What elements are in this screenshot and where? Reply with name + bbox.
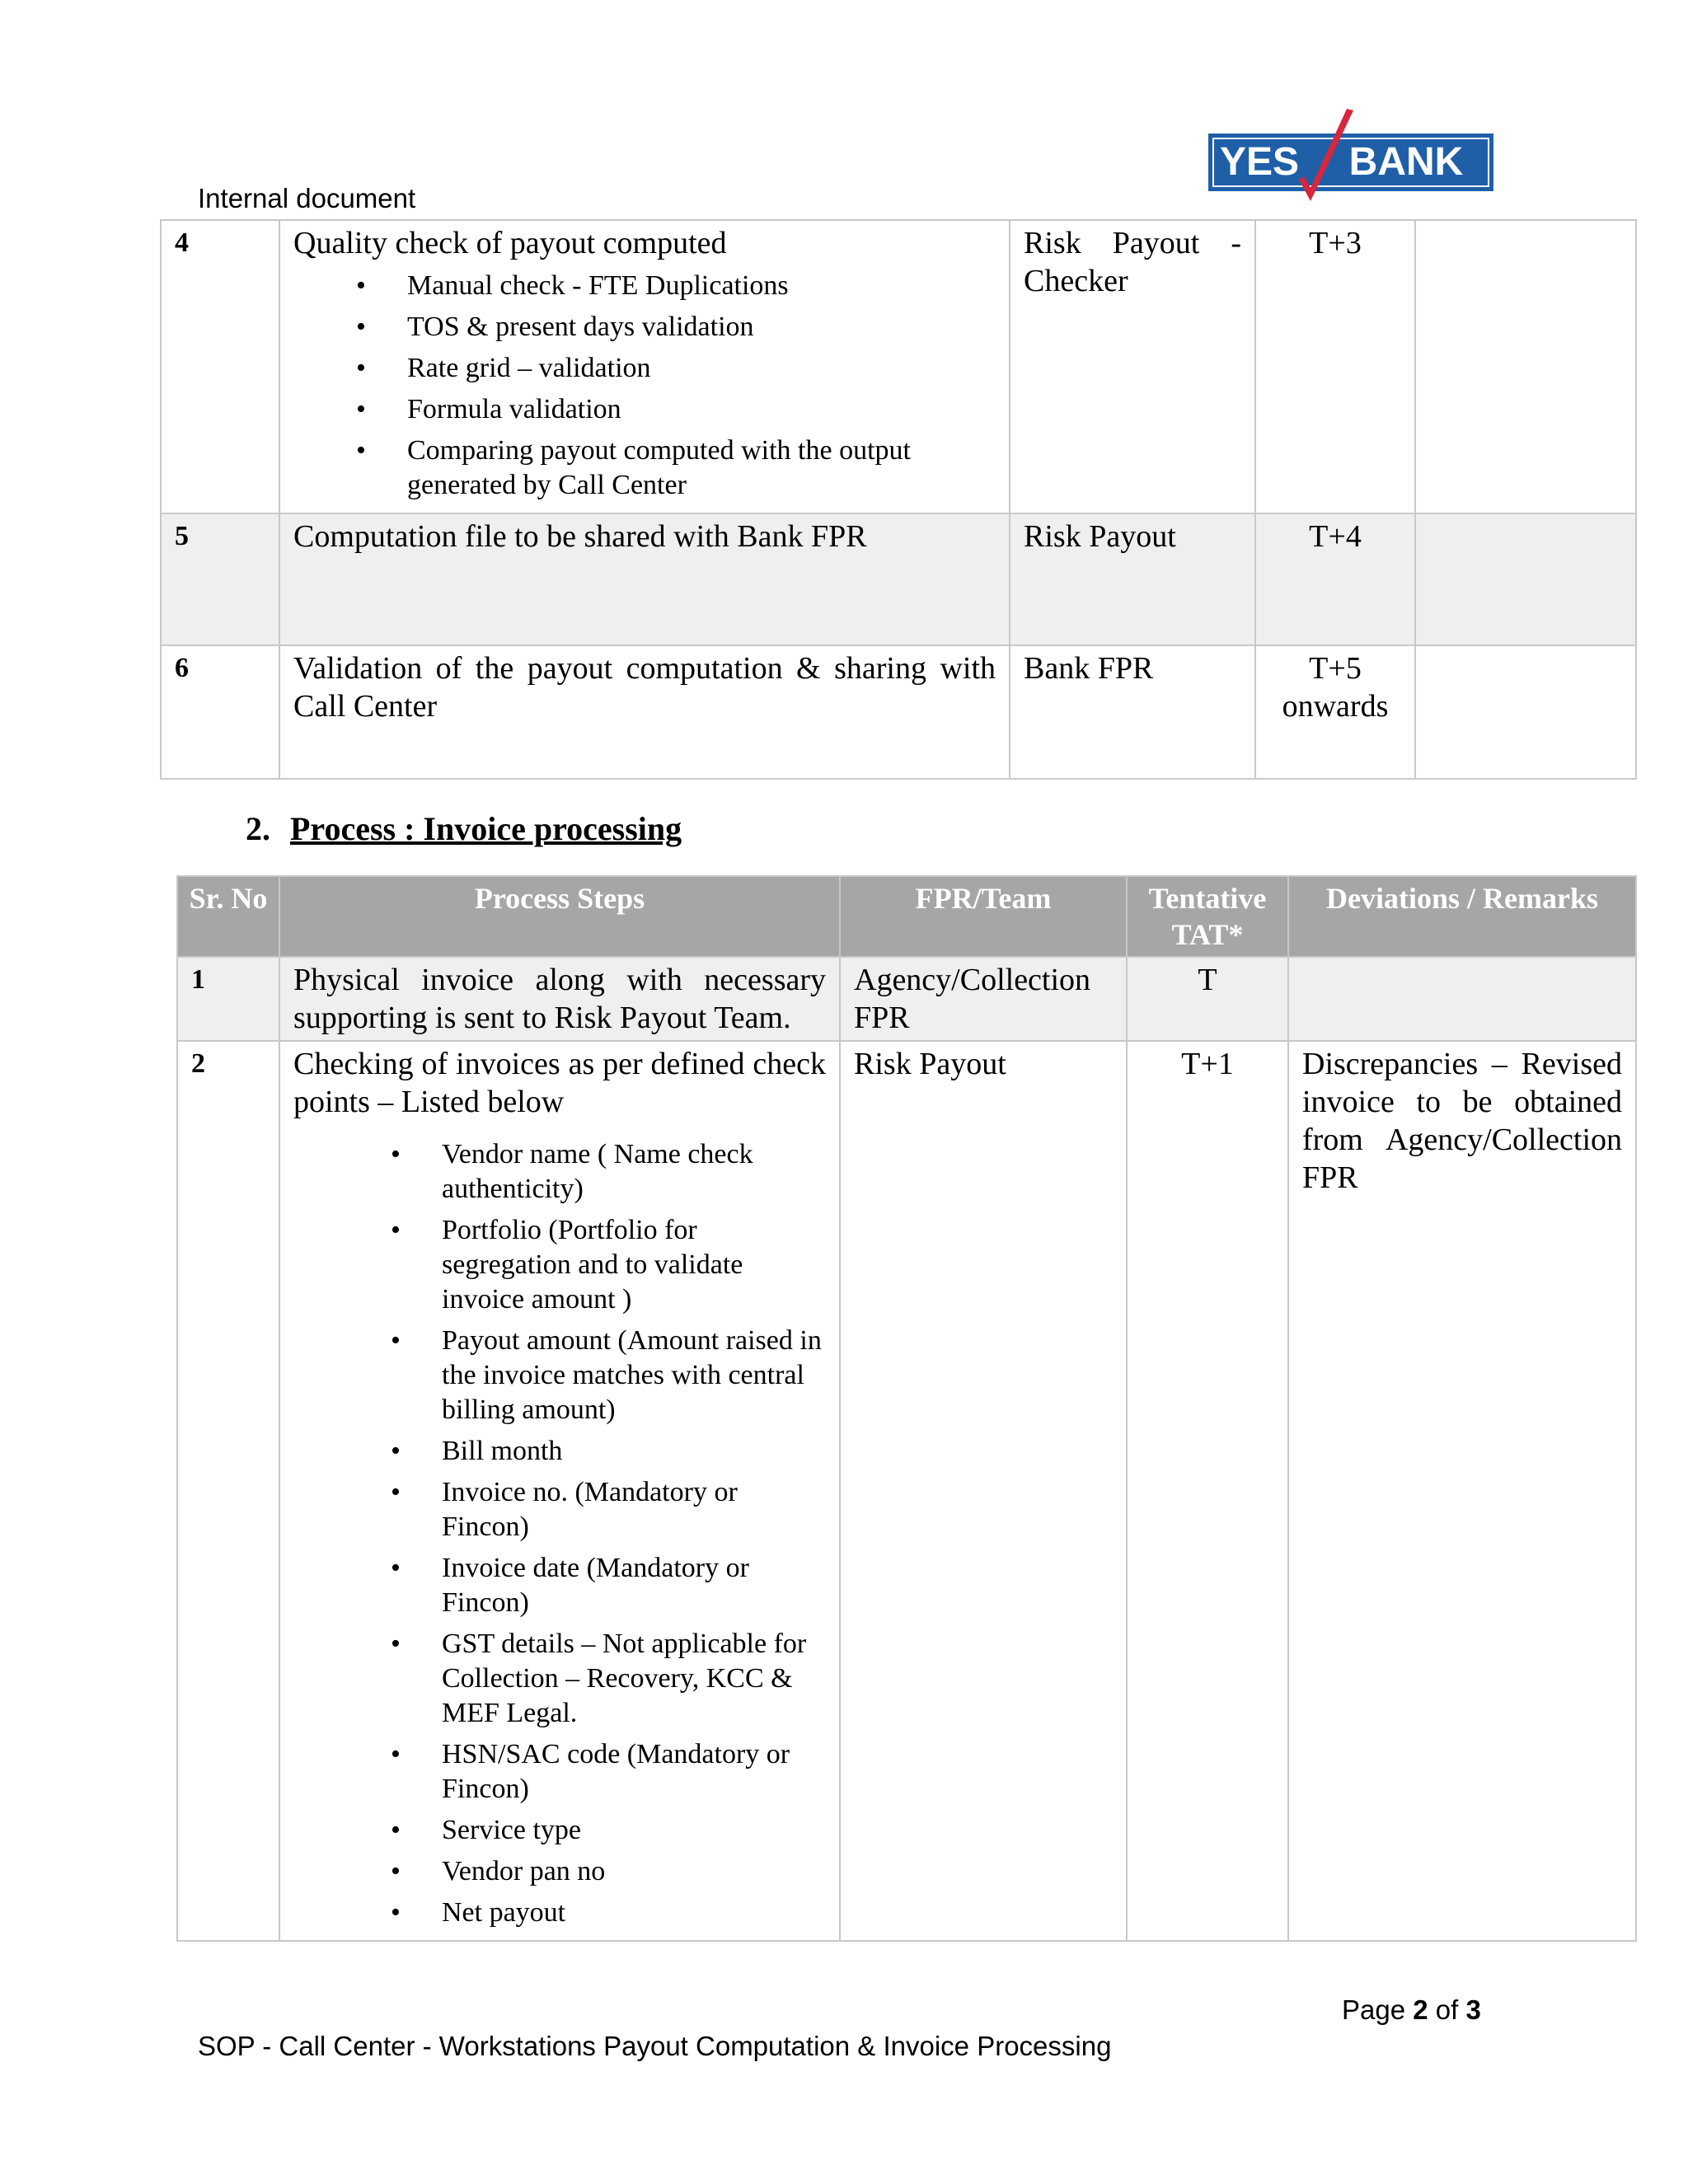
table-row (177, 1041, 1636, 1941)
invoice-processing-table (176, 875, 1637, 1942)
column-header-process-steps: Process Steps (279, 876, 840, 957)
list-item: • Portfolio (Portfolio for segregation and to validate invoice amount ) (293, 1213, 826, 1317)
list-item: • Vendor pan no (293, 1854, 826, 1889)
list-item: • GST details – Not applicable for Collection – Recovery, KCC & MEF Legal. (293, 1627, 826, 1731)
column-header-fpr-team: FPR/Team (840, 876, 1127, 957)
check-list (293, 269, 996, 503)
list-item: • Invoice date (Mandatory or Fincon) (293, 1551, 826, 1620)
list-item: • Comparing payout computed with the output generated by Call Center (293, 434, 996, 503)
document-title-footer: SOP - Call Center - Workstations Payout Computation & Invoice Processing (198, 2031, 1112, 2061)
section-number: 2. (246, 810, 270, 847)
remarks-cell: Discrepancies – Revised invoice to be obtained from Agency/Collection FPR (1288, 1041, 1636, 1941)
row-number: 2 (177, 1041, 279, 1941)
team-cell: Risk Payout - Checker (1010, 220, 1255, 513)
process-step-text: Checking of invoices as per defined check points – Listed below (293, 1047, 826, 1119)
list-item: • Bill month (293, 1434, 826, 1469)
internal-document-label: Internal document (198, 183, 416, 213)
page-number (1342, 1994, 1481, 2026)
column-header-tat: Tentative TAT* (1127, 876, 1288, 957)
yes-bank-logo (1208, 109, 1493, 211)
list-item: • Net payout (293, 1896, 826, 1930)
page-current: 2 (1413, 1994, 1428, 2025)
table-row (161, 220, 1636, 513)
process-step-text: Validation of the payout computation & sharing with Call Center (279, 645, 1010, 779)
logo-text-left: YES (1219, 140, 1300, 184)
page-of: of (1435, 1994, 1459, 2025)
column-header-sr-no: Sr. No (177, 876, 279, 957)
process-step-text: Physical invoice along with necessary supporting is sent to Risk Payout Team. (279, 957, 840, 1041)
check-points-list (293, 1137, 826, 1930)
remarks-cell (1415, 645, 1636, 779)
list-item: • TOS & present days validation (293, 310, 996, 344)
process-step-cell (279, 220, 1010, 513)
process-step-text: Computation file to be shared with Bank FPR (279, 513, 1010, 645)
logo-text-right: BANK (1348, 140, 1464, 184)
tat-cell: T+1 (1127, 1041, 1288, 1941)
list-item: • Payout amount (Amount raised in the invoice matches with central billing amount) (293, 1324, 826, 1427)
list-item: • Formula validation (293, 392, 996, 427)
list-item: • Manual check - FTE Duplications (293, 269, 996, 303)
row-number: 5 (161, 513, 279, 645)
row-number: 6 (161, 645, 279, 779)
team-cell: Risk Payout (840, 1041, 1127, 1941)
remarks-cell (1415, 513, 1636, 645)
process-step-text: Quality check of payout computed (293, 226, 727, 260)
process-step-cell (279, 1041, 840, 1941)
page-total: 3 (1465, 1994, 1481, 2025)
row-number: 4 (161, 220, 279, 513)
remarks-cell (1288, 957, 1636, 1041)
team-cell: Bank FPR (1010, 645, 1255, 779)
list-item: • Service type (293, 1813, 826, 1848)
section-heading (246, 809, 682, 848)
tat-cell: T+5 onwards (1255, 645, 1415, 779)
row-number: 1 (177, 957, 279, 1041)
page-prefix: Page (1342, 1994, 1406, 2025)
remarks-cell (1415, 220, 1636, 513)
tat-cell: T (1127, 957, 1288, 1041)
list-item: • Rate grid – validation (293, 351, 996, 386)
table-row (161, 513, 1636, 645)
tat-cell: T+3 (1255, 220, 1415, 513)
list-item: • Invoice no. (Mandatory or Fincon) (293, 1475, 826, 1544)
list-item: • HSN/SAC code (Mandatory or Fincon) (293, 1737, 826, 1807)
table-row (161, 645, 1636, 779)
table-row (177, 957, 1636, 1041)
team-cell: Agency/Collection FPR (840, 957, 1127, 1041)
payout-computation-table (160, 219, 1637, 780)
list-item: • Vendor name ( Name check authenticity) (293, 1137, 826, 1207)
section-title: Process : Invoice processing (290, 810, 682, 847)
tat-cell: T+4 (1255, 513, 1415, 645)
column-header-remarks: Deviations / Remarks (1288, 876, 1636, 957)
team-cell: Risk Payout (1010, 513, 1255, 645)
table-header-row (177, 876, 1636, 957)
